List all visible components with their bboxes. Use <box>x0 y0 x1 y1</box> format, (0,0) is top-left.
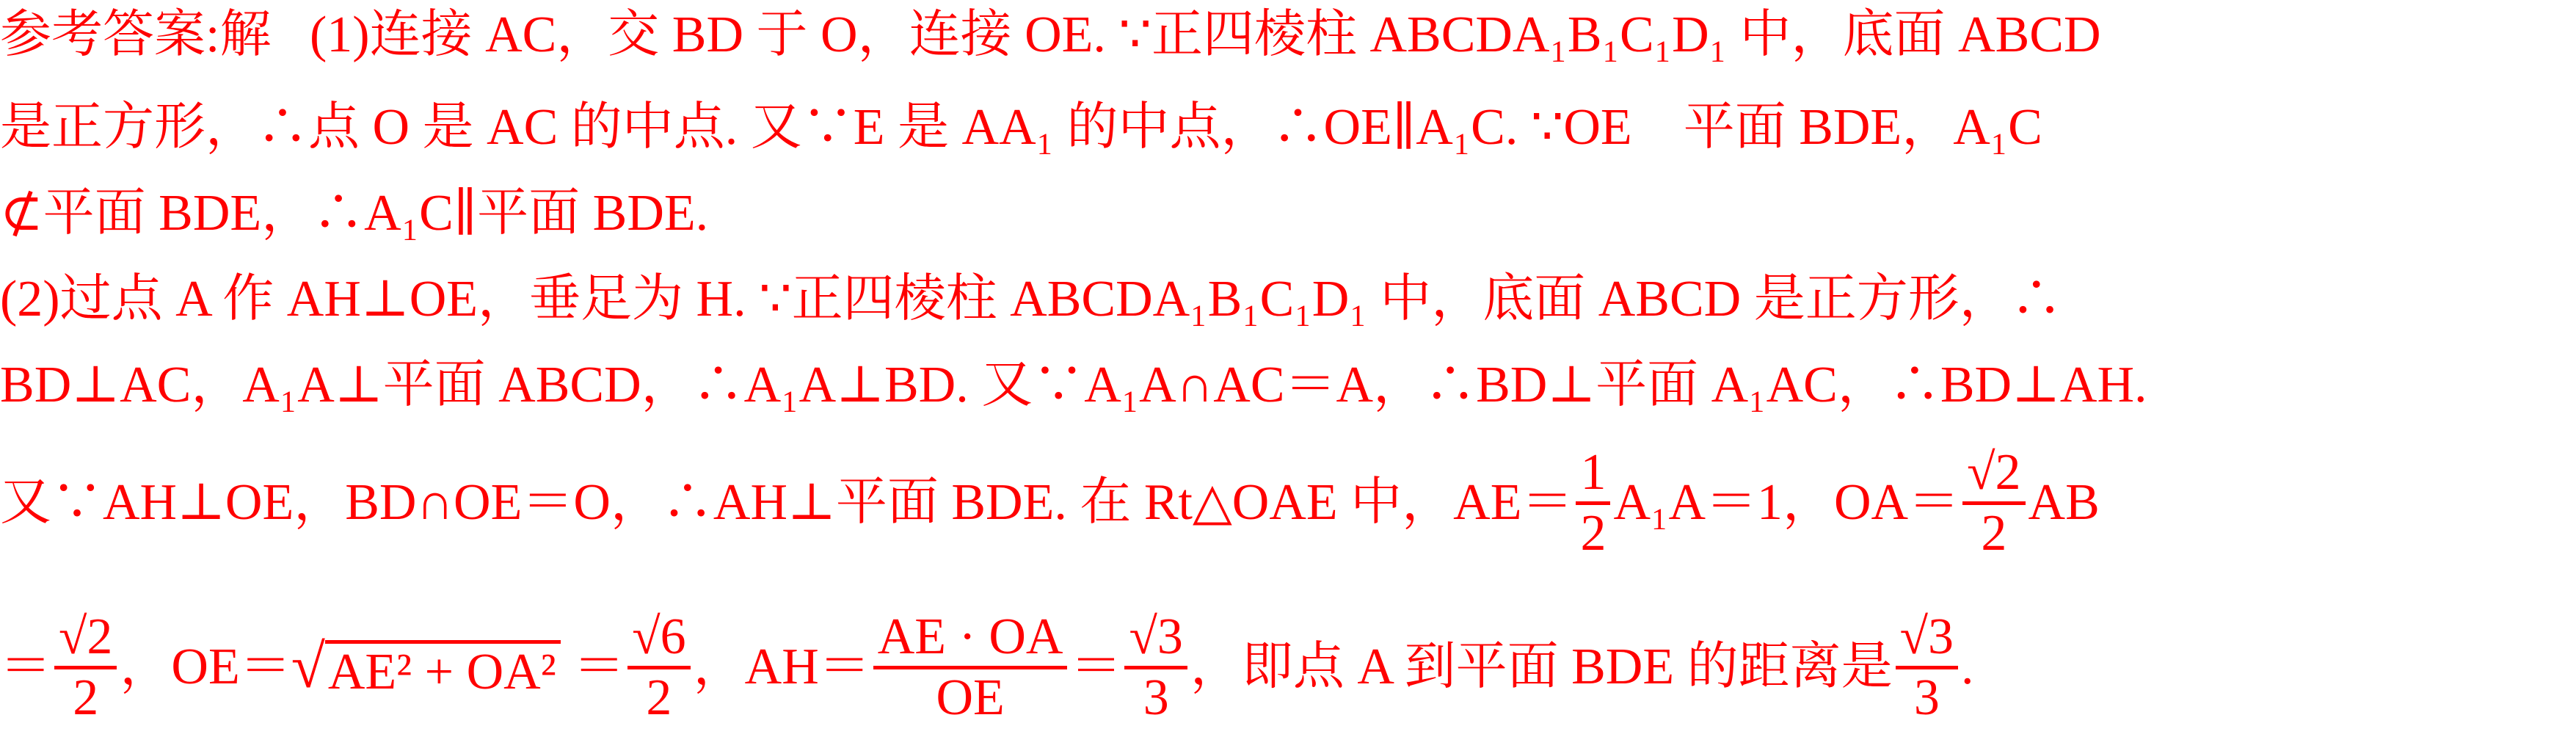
text-run: ，即点 A 到平面 BDE 的距离是 <box>1190 639 1893 695</box>
fraction <box>1576 443 1610 562</box>
text-run: . <box>1961 639 1974 695</box>
fraction-numerator: √2 <box>1967 443 2021 501</box>
fraction-numerator: √3 <box>1129 608 1183 665</box>
text-run: (2)过点 A 作 AH⊥OE，垂足为 H. ∵正四棱柱 ABCDA₁B₁C₁D₁ 中，底面 ABCD 是正方形，∴ <box>0 271 2062 327</box>
fraction <box>54 608 117 726</box>
text-run: ，AH＝ <box>693 639 870 695</box>
text-run: 又∵AH⊥OE，BD∩OE＝O，∴AH⊥平面 BDE. 在 Rt△OAE 中，AE＝ <box>0 474 1573 531</box>
text-run: BD⊥AC，A₁A⊥平面 ABCD，∴A₁A⊥BD. 又∵A₁A∩AC＝A，∴BD⊥平面 A₁AC，∴BD⊥AH. <box>0 357 2147 413</box>
solution-line <box>0 443 2100 562</box>
fraction-numerator: √3 <box>1899 608 1954 665</box>
solution-line <box>0 264 2062 335</box>
fraction-denominator: OE <box>936 669 1005 726</box>
fraction-numerator: √2 <box>59 608 113 665</box>
fraction-numerator: √6 <box>632 608 686 665</box>
fraction <box>1124 608 1187 726</box>
fraction-denominator: 2 <box>1580 504 1607 562</box>
text-run: 是正方形，∴点 O 是 AC 的中点. 又∵E 是 AA₁ 的中点，∴OE∥A₁C. ∵OE 平面 BDE，A₁C <box>0 99 2042 156</box>
fraction-denominator: 3 <box>1913 669 1940 726</box>
radicand: AE² + OA² <box>325 640 561 698</box>
text-run: ⊄平面 BDE，∴A₁C∥平面 BDE. <box>0 185 709 242</box>
fraction-numerator: 1 <box>1580 443 1607 501</box>
fraction <box>1896 608 1958 726</box>
text-run: ，OE＝ <box>120 639 291 695</box>
fraction-denominator: 2 <box>646 669 672 726</box>
text-run: AB <box>2028 474 2100 531</box>
solution-line <box>0 350 2147 421</box>
square-root <box>291 633 561 701</box>
fraction-numerator: AE · OA <box>877 608 1063 665</box>
radical-sign-icon: √ <box>291 633 325 701</box>
text-run: ＝ <box>0 639 51 695</box>
fraction <box>1962 443 2025 562</box>
fraction <box>873 608 1068 726</box>
fraction-denominator: 2 <box>73 669 99 726</box>
solution-line <box>0 608 1974 726</box>
fraction-denominator: 2 <box>1981 504 2007 562</box>
text-run: ＝ <box>1070 639 1122 695</box>
solution-line <box>0 92 2042 163</box>
solution-line <box>0 0 2101 70</box>
text-run: A₁A＝1，OA＝ <box>1613 474 1960 531</box>
text-run: ＝ <box>560 639 625 695</box>
fraction <box>627 608 690 726</box>
solution-line <box>0 178 708 249</box>
fraction-denominator: 3 <box>1143 669 1169 726</box>
text-run: 参考答案:解 (1)连接 AC，交 BD 于 O，连接 OE. ∵正四棱柱 ABCDA₁B₁C₁D₁ 中，底面 ABCD <box>0 7 2101 63</box>
